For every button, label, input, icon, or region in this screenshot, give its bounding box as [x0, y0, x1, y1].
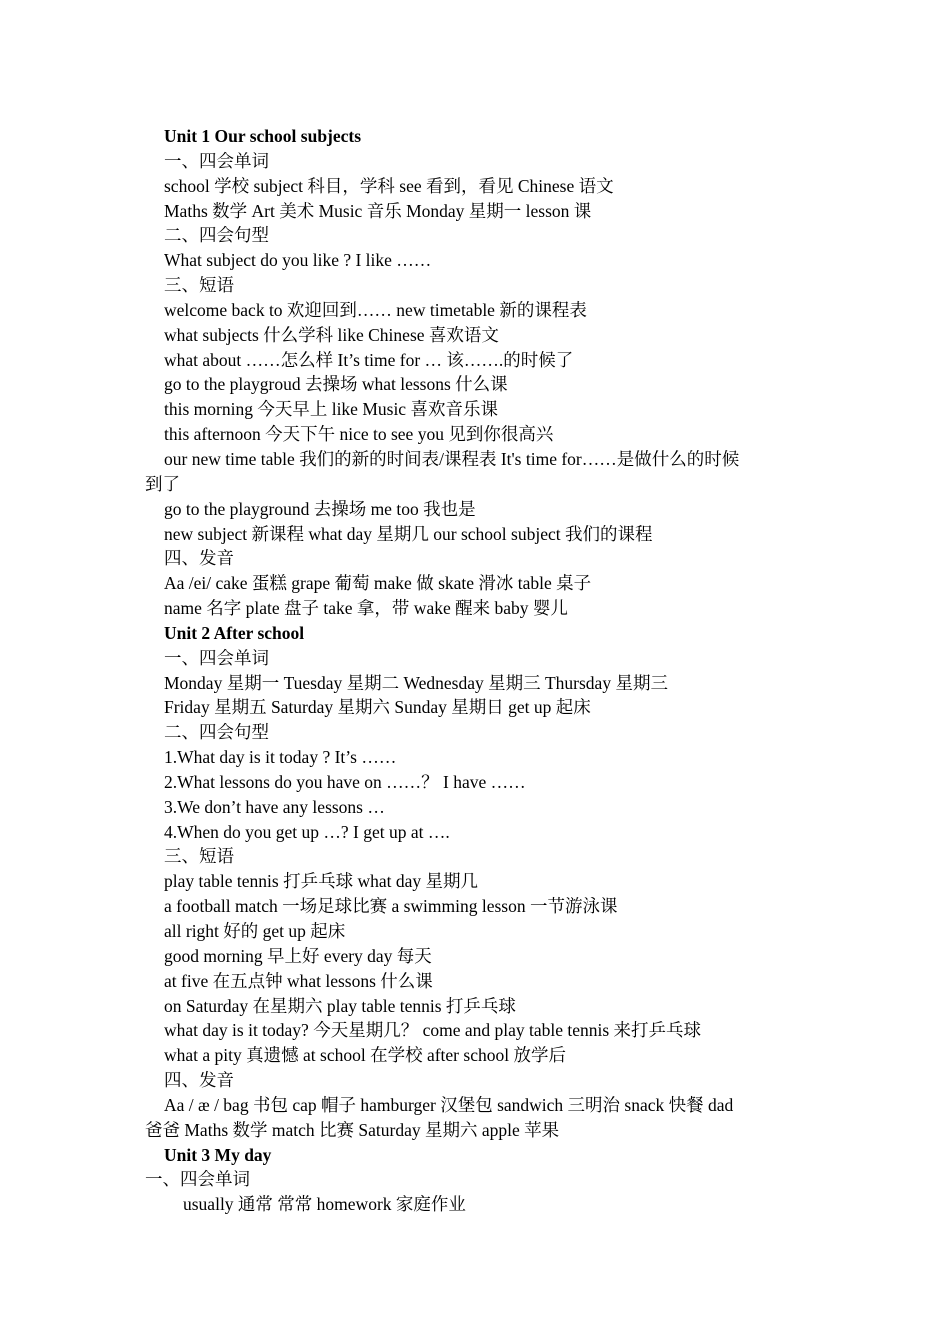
text-line-continuation: 爸爸 Maths 数学 match 比赛 Saturday 星期六 apple 苹果 — [145, 1119, 560, 1140]
text-line: what day is it today? 今天星期几？ come and play table tennis 来打乒乓球 — [164, 1020, 702, 1041]
unit-heading: Unit 1 Our school subjects — [164, 126, 362, 146]
text-line: go to the playground 去操场 me too 我也是 — [164, 498, 476, 519]
section-heading: 四、发音 — [164, 1070, 234, 1091]
text-line: usually 通常 常常 homework 家庭作业 — [183, 1194, 466, 1215]
text-line: 3.We don’t have any lessons … — [164, 796, 385, 817]
document-body — [145, 124, 805, 1217]
text-line: name 名字 plate 盘子 take 拿，带 wake 醒来 baby 婴儿 — [164, 598, 568, 619]
section-heading: 一、四会单词 — [145, 1169, 250, 1190]
section-heading: 二、四会句型 — [164, 722, 269, 743]
section-heading: 一、四会单词 — [164, 647, 269, 668]
section-heading: 三、短语 — [164, 275, 234, 296]
section-heading: 四、发音 — [164, 548, 234, 569]
section-heading: 三、短语 — [164, 846, 234, 867]
text-line: what about ……怎么样 It’s time for … 该…….的时候了 — [164, 349, 574, 370]
text-line: play table tennis 打乒乓球 what day 星期几 — [164, 871, 478, 892]
text-line: What subject do you like ? I like …… — [164, 250, 432, 271]
text-line: 2.What lessons do you have on ……？ I have …… — [164, 771, 526, 792]
text-line: school 学校 subject 科目，学科 see 看到，看见 Chinese 语文 — [164, 175, 614, 196]
text-line: Aa /ei/ cake 蛋糕 grape 葡萄 make 做 skate 滑冰 table 桌子 — [164, 573, 592, 594]
text-line: this morning 今天早上 like Music 喜欢音乐课 — [164, 399, 498, 420]
text-line-continuation: 到了 — [145, 473, 180, 494]
text-line: Friday 星期五 Saturday 星期六 Sunday 星期日 get up 起床 — [164, 697, 591, 718]
text-line: what a pity 真遗憾 at school 在学校 after school 放学后 — [164, 1045, 566, 1066]
section-heading: 二、四会句型 — [164, 225, 269, 246]
text-line: a football match 一场足球比赛 a swimming lesson 一节游泳课 — [164, 896, 618, 917]
unit-heading: Unit 3 My day — [164, 1144, 272, 1165]
text-line: our new time table 我们的新的时间表/课程表 It's time for……是做什么的时候 — [164, 448, 740, 469]
text-line: on Saturday 在星期六 play table tennis 打乒乓球 — [164, 995, 516, 1016]
text-line: all right 好的 get up 起床 — [164, 921, 346, 941]
text-line: 4.When do you get up …? I get up at …. — [164, 821, 450, 842]
text-line: what subjects 什么学科 like Chinese 喜欢语文 — [164, 324, 499, 345]
text-line: welcome back to 欢迎回到…… new timetable 新的课程表 — [164, 299, 587, 320]
text-line: 1.What day is it today ? It’s …… — [164, 747, 397, 768]
text-line: go to the playgroud 去操场 what lessons 什么课 — [164, 374, 508, 395]
text-line: Aa / æ / bag 书包 cap 帽子 hamburger 汉堡包 sandwich 三明治 snack 快餐 dad — [164, 1094, 734, 1115]
text-line: Maths 数学 Art 美术 Music 音乐 Monday 星期一 lesson 课 — [164, 200, 592, 221]
section-heading: 一、四会单词 — [164, 150, 269, 171]
text-line: good morning 早上好 every day 每天 — [164, 945, 432, 966]
text-line: Monday 星期一 Tuesday 星期二 Wednesday 星期三 Thursday 星期三 — [164, 672, 668, 693]
text-line: this afternoon 今天下午 nice to see you 见到你很高兴 — [164, 424, 554, 445]
unit-heading: Unit 2 After school — [164, 622, 305, 643]
text-line: at five 在五点钟 what lessons 什么课 — [164, 970, 433, 991]
text-line: new subject 新课程 what day 星期几 our school subject 我们的课程 — [164, 523, 653, 544]
